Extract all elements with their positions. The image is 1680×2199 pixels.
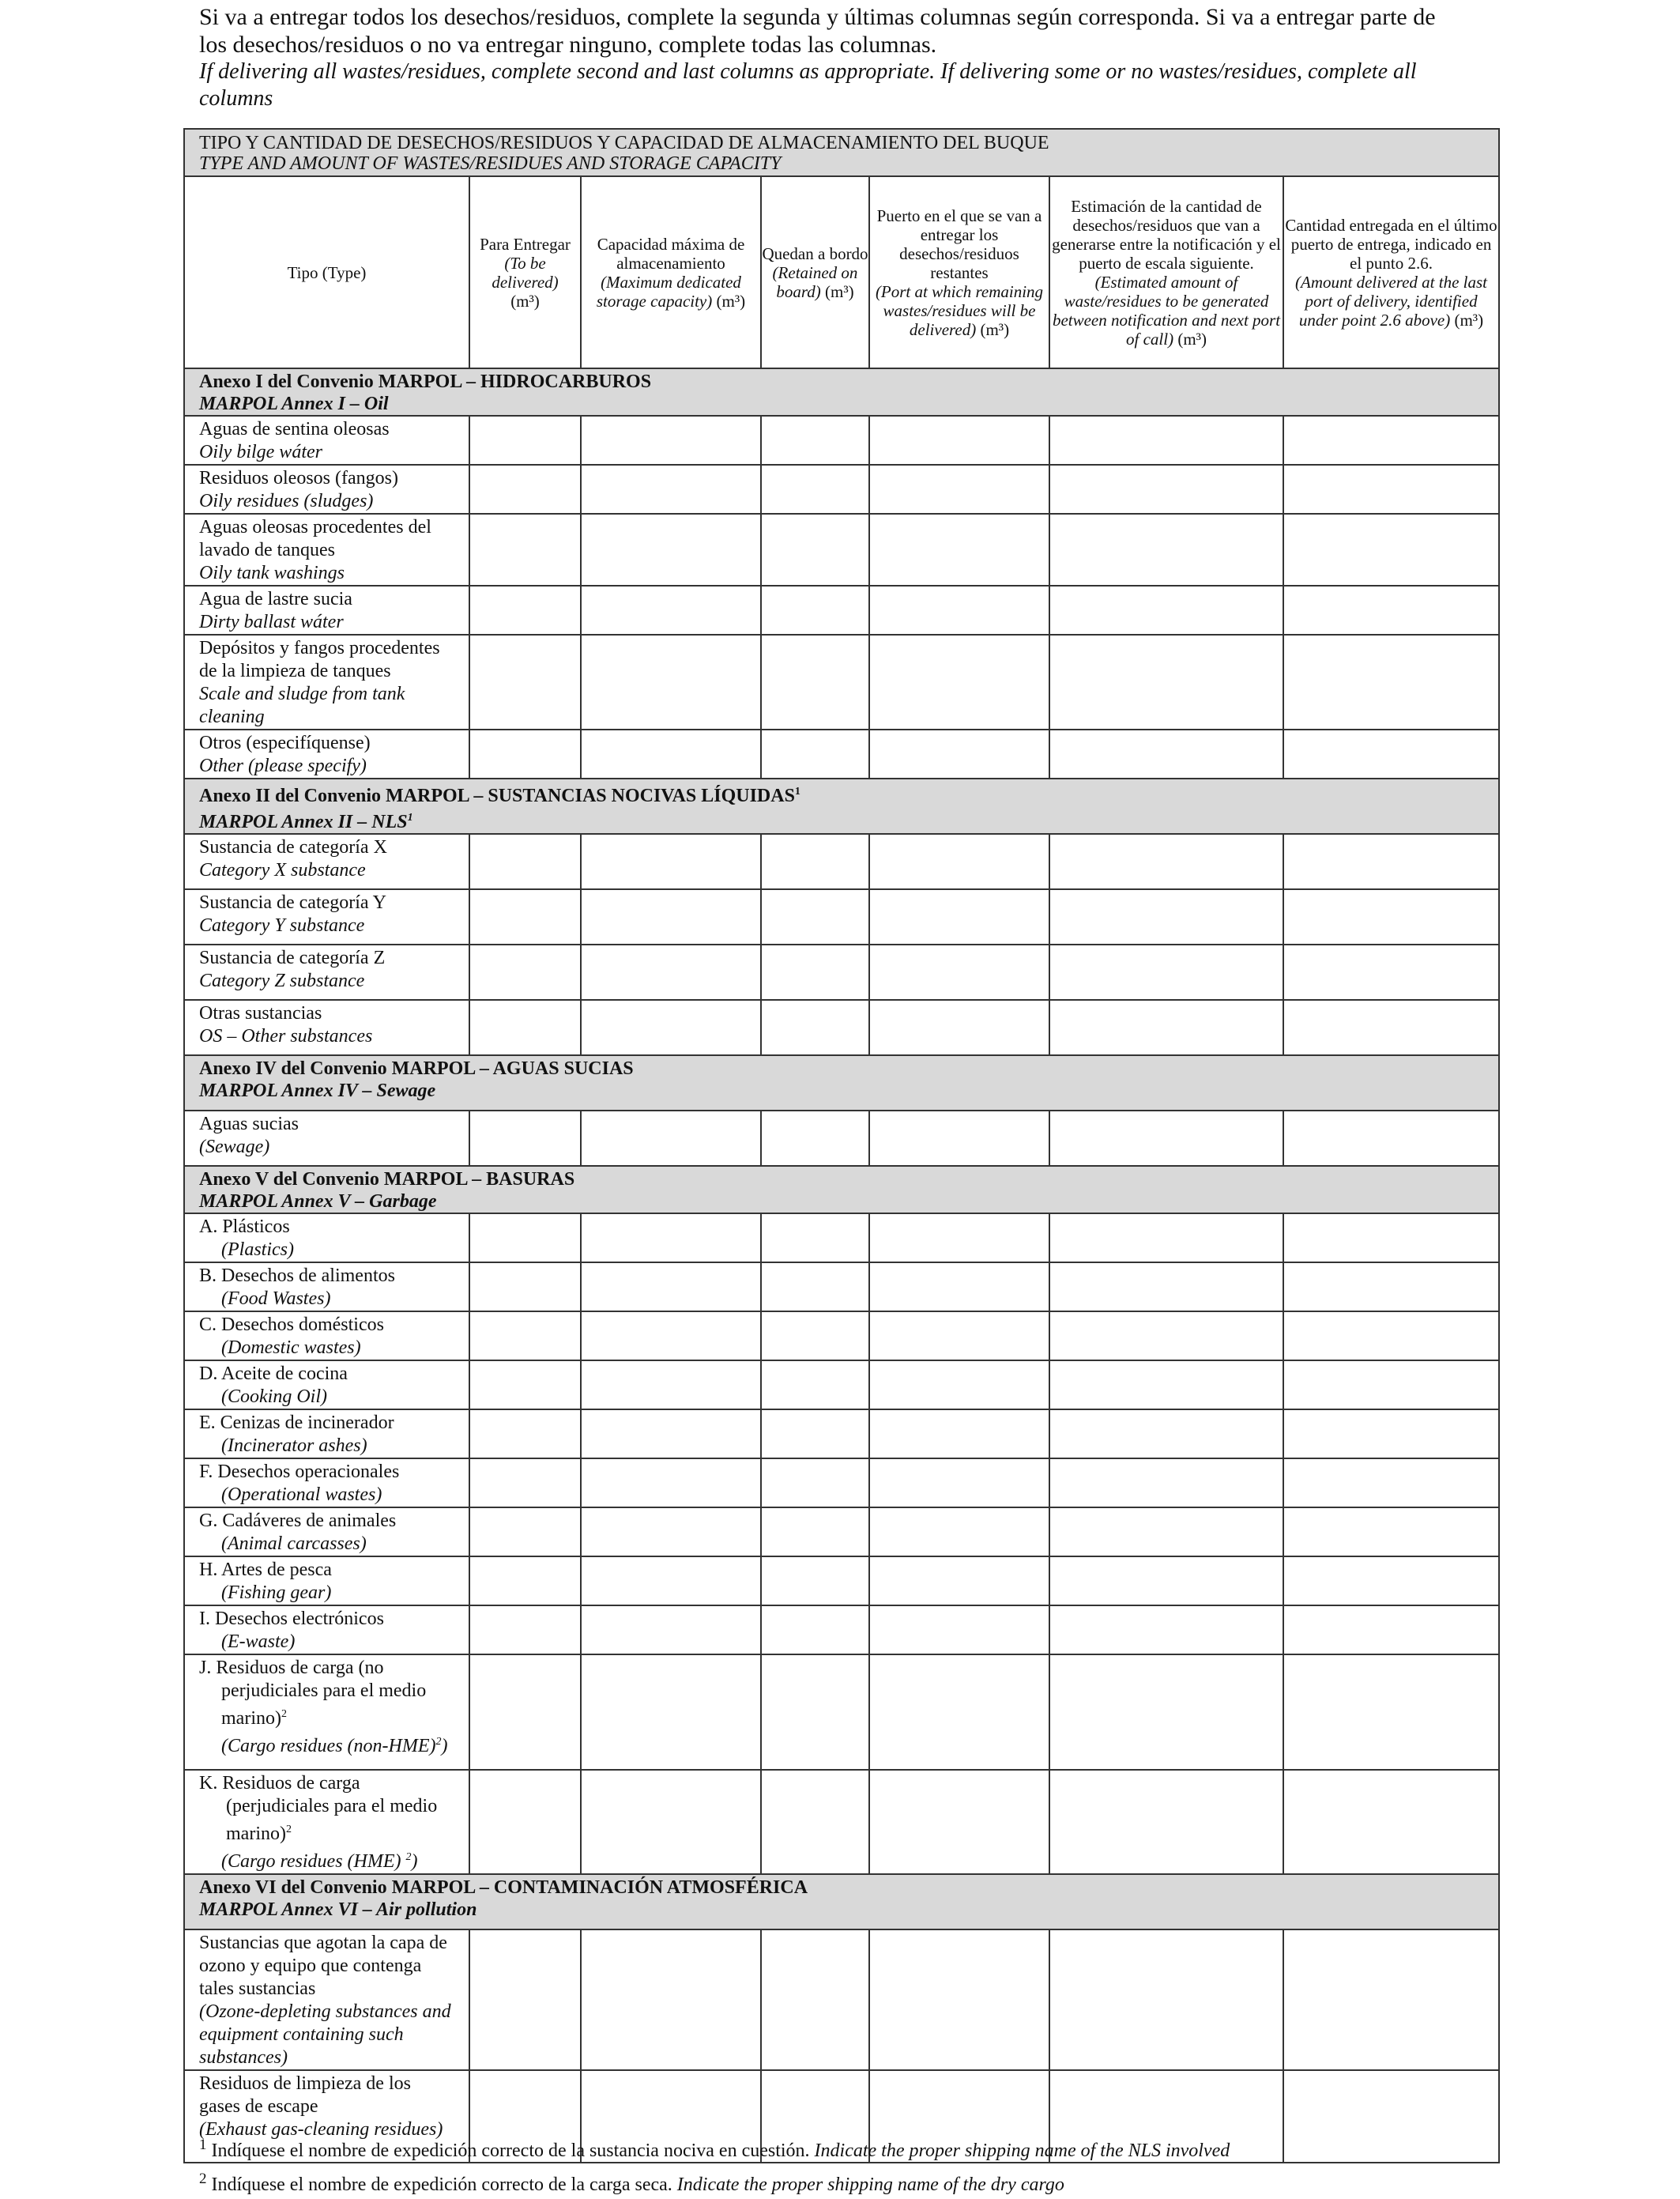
waste-type-label: J. Residuos de carga (no perjudiciales para el medio marino)$^2$ (Cargo residues $(non-HME)^2$) bbox=[184, 1654, 469, 1770]
cell-delivery-port[interactable] bbox=[869, 1000, 1049, 1055]
section-header-annex-5: Anexo V del Convenio MARPOL – BASURAS MARPOL Annex V – Garbage bbox=[184, 1166, 1499, 1213]
cell-delivery-port[interactable] bbox=[869, 945, 1049, 1000]
cell-estimated-amount[interactable] bbox=[1049, 465, 1283, 514]
cell-retained-on-board[interactable] bbox=[761, 514, 869, 586]
table-row bbox=[184, 1213, 1499, 1262]
cell-retained-on-board[interactable] bbox=[761, 945, 869, 1000]
cell-to-be-delivered[interactable] bbox=[469, 1929, 581, 2070]
instructions-english: If delivering all wastes/residues, complete second and last columns as appropriate. If delivering some or no wastes/residues, complete all columns bbox=[199, 59, 1417, 111]
cell-amount-last-port[interactable] bbox=[1283, 1409, 1499, 1458]
cell-delivery-port[interactable] bbox=[869, 1654, 1049, 1770]
cell-retained-on-board[interactable] bbox=[761, 1213, 869, 1262]
cell-amount-last-port[interactable] bbox=[1283, 1213, 1499, 1262]
table-row bbox=[184, 1770, 1499, 1874]
cell-storage-capacity[interactable] bbox=[581, 1311, 761, 1360]
cell-retained-on-board[interactable] bbox=[761, 730, 869, 779]
cell-estimated-amount[interactable] bbox=[1049, 1458, 1283, 1507]
cell-to-be-delivered[interactable] bbox=[469, 1458, 581, 1507]
cell-storage-capacity[interactable] bbox=[581, 834, 761, 889]
header-estimated-amount: Estimación de la cantidad de desechos/residuos que van a generarse entre la notificación y el puerto de escala siguiente. (Estimated amount of waste/residues to be generated between notification and next port of call) (m³) bbox=[1049, 176, 1283, 368]
cell-to-be-delivered[interactable] bbox=[469, 730, 581, 779]
waste-type-label: F. Desechos operacionales (Operational wastes) bbox=[184, 1458, 469, 1507]
cell-retained-on-board[interactable] bbox=[761, 1556, 869, 1605]
cell-storage-capacity[interactable] bbox=[581, 1111, 761, 1166]
waste-type-label: G. Cadáveres de animales (Animal carcasses) bbox=[184, 1507, 469, 1556]
cell-to-be-delivered[interactable] bbox=[469, 1111, 581, 1166]
table-row bbox=[184, 465, 1499, 514]
cell-amount-last-port[interactable] bbox=[1283, 945, 1499, 1000]
cell-amount-last-port[interactable] bbox=[1283, 834, 1499, 889]
cell-retained-on-board[interactable] bbox=[761, 416, 869, 465]
table-row bbox=[184, 635, 1499, 730]
table-row bbox=[184, 730, 1499, 779]
cell-storage-capacity[interactable] bbox=[581, 465, 761, 514]
cell-retained-on-board[interactable] bbox=[761, 1929, 869, 2070]
cell-delivery-port[interactable] bbox=[869, 1605, 1049, 1654]
cell-amount-last-port[interactable] bbox=[1283, 1458, 1499, 1507]
cell-amount-last-port[interactable] bbox=[1283, 416, 1499, 465]
cell-estimated-amount[interactable] bbox=[1049, 1409, 1283, 1458]
waste-type-label: Aguas sucias (Sewage) bbox=[184, 1111, 469, 1166]
table-row bbox=[184, 1458, 1499, 1507]
cell-estimated-amount[interactable] bbox=[1049, 514, 1283, 586]
cell-storage-capacity[interactable] bbox=[581, 1770, 761, 1874]
cell-estimated-amount[interactable] bbox=[1049, 1605, 1283, 1654]
cell-storage-capacity[interactable] bbox=[581, 1360, 761, 1409]
cell-estimated-amount[interactable] bbox=[1049, 1360, 1283, 1409]
cell-retained-on-board[interactable] bbox=[761, 635, 869, 730]
cell-delivery-port[interactable] bbox=[869, 635, 1049, 730]
cell-estimated-amount[interactable] bbox=[1049, 1770, 1283, 1874]
cell-delivery-port[interactable] bbox=[869, 1929, 1049, 2070]
waste-type-label: Sustancias que agotan la capa de ozono y equipo que contenga tales sustancias (Ozone-depleting substances and equipment containing such substances) bbox=[184, 1929, 469, 2070]
cell-amount-last-port[interactable] bbox=[1283, 1311, 1499, 1360]
cell-delivery-port[interactable] bbox=[869, 1262, 1049, 1311]
cell-estimated-amount[interactable] bbox=[1049, 1929, 1283, 2070]
waste-type-label: Residuos de limpieza de los gases de escape (Exhaust gas-cleaning residues) bbox=[184, 2070, 469, 2163]
cell-delivery-port[interactable] bbox=[869, 1213, 1049, 1262]
cell-storage-capacity[interactable] bbox=[581, 730, 761, 779]
cell-to-be-delivered[interactable] bbox=[469, 1262, 581, 1311]
cell-retained-on-board[interactable] bbox=[761, 1605, 869, 1654]
section-row-annex-5 bbox=[184, 1166, 1499, 1213]
footnote-2: $^2$ Indíquese el nombre de expedición correcto de la carga seca. Indicate the proper shipping name of the dry cargo bbox=[199, 2171, 1064, 2195]
cell-to-be-delivered[interactable] bbox=[469, 1000, 581, 1055]
cell-storage-capacity[interactable] bbox=[581, 1409, 761, 1458]
section-row-annex-4 bbox=[184, 1055, 1499, 1111]
cell-estimated-amount[interactable] bbox=[1049, 1213, 1283, 1262]
cell-to-be-delivered[interactable] bbox=[469, 1507, 581, 1556]
table-row bbox=[184, 1311, 1499, 1360]
cell-retained-on-board[interactable] bbox=[761, 1262, 869, 1311]
cell-storage-capacity[interactable] bbox=[581, 1605, 761, 1654]
cell-storage-capacity[interactable] bbox=[581, 635, 761, 730]
cell-delivery-port[interactable] bbox=[869, 1556, 1049, 1605]
cell-estimated-amount[interactable] bbox=[1049, 1311, 1283, 1360]
cell-delivery-port[interactable] bbox=[869, 514, 1049, 586]
cell-to-be-delivered[interactable] bbox=[469, 1213, 581, 1262]
cell-amount-last-port[interactable] bbox=[1283, 1556, 1499, 1605]
footnotes bbox=[199, 2131, 1543, 2199]
cell-amount-last-port[interactable] bbox=[1283, 730, 1499, 779]
cell-storage-capacity[interactable] bbox=[581, 1556, 761, 1605]
waste-table bbox=[183, 128, 1500, 2163]
cell-to-be-delivered[interactable] bbox=[469, 1654, 581, 1770]
waste-type-label: Depósitos y fangos procedentes de la limpieza de tanques Scale and sludge from tank cleaning bbox=[184, 635, 469, 730]
cell-estimated-amount[interactable] bbox=[1049, 834, 1283, 889]
cell-storage-capacity[interactable] bbox=[581, 514, 761, 586]
cell-storage-capacity[interactable] bbox=[581, 945, 761, 1000]
cell-storage-capacity[interactable] bbox=[581, 1262, 761, 1311]
waste-type-label: Otras sustancias OS – Other substances bbox=[184, 1000, 469, 1055]
cell-retained-on-board[interactable] bbox=[761, 1654, 869, 1770]
cell-amount-last-port[interactable] bbox=[1283, 1000, 1499, 1055]
cell-to-be-delivered[interactable] bbox=[469, 1311, 581, 1360]
cell-estimated-amount[interactable] bbox=[1049, 635, 1283, 730]
cell-delivery-port[interactable] bbox=[869, 730, 1049, 779]
cell-to-be-delivered[interactable] bbox=[469, 1360, 581, 1409]
waste-type-label: Sustancia de categoría X Category X substance bbox=[184, 834, 469, 889]
section-row-annex-2 bbox=[184, 779, 1499, 834]
cell-delivery-port[interactable] bbox=[869, 586, 1049, 635]
cell-amount-last-port[interactable] bbox=[1283, 586, 1499, 635]
cell-delivery-port[interactable] bbox=[869, 465, 1049, 514]
cell-amount-last-port[interactable] bbox=[1283, 514, 1499, 586]
cell-storage-capacity[interactable] bbox=[581, 1654, 761, 1770]
cell-estimated-amount[interactable] bbox=[1049, 945, 1283, 1000]
header-delivery-port: Puerto en el que se van a entregar los desechos/residuos restantes (Port at which remaining wastes/residues will be delivered) (m³) bbox=[869, 176, 1049, 368]
cell-storage-capacity[interactable] bbox=[581, 1507, 761, 1556]
section-row-annex-1 bbox=[184, 368, 1499, 416]
footnote-1: $^1$ Indíquese el nombre de expedición correcto de la sustancia nociva en cuestión. Indicate the proper shipping name of the NLS involved bbox=[199, 2137, 1230, 2161]
cell-amount-last-port[interactable] bbox=[1283, 1111, 1499, 1166]
waste-type-label: D. Aceite de cocina (Cooking Oil) bbox=[184, 1360, 469, 1409]
cell-retained-on-board[interactable] bbox=[761, 834, 869, 889]
cell-amount-last-port[interactable] bbox=[1283, 465, 1499, 514]
cell-amount-last-port[interactable] bbox=[1283, 1654, 1499, 1770]
cell-retained-on-board[interactable] bbox=[761, 465, 869, 514]
section-row-annex-6 bbox=[184, 1874, 1499, 1929]
table-row bbox=[184, 1654, 1499, 1770]
cell-delivery-port[interactable] bbox=[869, 1507, 1049, 1556]
cell-delivery-port[interactable] bbox=[869, 834, 1049, 889]
cell-delivery-port[interactable] bbox=[869, 889, 1049, 945]
table-title-row bbox=[184, 129, 1499, 176]
cell-amount-last-port[interactable] bbox=[1283, 1360, 1499, 1409]
cell-to-be-delivered[interactable] bbox=[469, 635, 581, 730]
cell-estimated-amount[interactable] bbox=[1049, 586, 1283, 635]
cell-retained-on-board[interactable] bbox=[761, 889, 869, 945]
cell-amount-last-port[interactable] bbox=[1283, 1929, 1499, 2070]
cell-retained-on-board[interactable] bbox=[761, 1000, 869, 1055]
header-retained-on-board: Quedan a bordo (Retained on board) (m³) bbox=[761, 176, 869, 368]
table-row bbox=[184, 1409, 1499, 1458]
cell-retained-on-board[interactable] bbox=[761, 1311, 869, 1360]
cell-to-be-delivered[interactable] bbox=[469, 1770, 581, 1874]
cell-amount-last-port[interactable] bbox=[1283, 889, 1499, 945]
cell-to-be-delivered[interactable] bbox=[469, 834, 581, 889]
cell-retained-on-board[interactable] bbox=[761, 1409, 869, 1458]
table-row bbox=[184, 834, 1499, 889]
cell-amount-last-port[interactable] bbox=[1283, 635, 1499, 730]
cell-retained-on-board[interactable] bbox=[761, 586, 869, 635]
cell-delivery-port[interactable] bbox=[869, 1458, 1049, 1507]
column-header-row bbox=[184, 176, 1499, 368]
table-row bbox=[184, 1111, 1499, 1166]
cell-estimated-amount[interactable] bbox=[1049, 1262, 1283, 1311]
cell-delivery-port[interactable] bbox=[869, 1360, 1049, 1409]
table-row bbox=[184, 889, 1499, 945]
waste-type-label: E. Cenizas de incinerador (Incinerator ashes) bbox=[184, 1409, 469, 1458]
cell-amount-last-port[interactable] bbox=[1283, 1262, 1499, 1311]
cell-storage-capacity[interactable] bbox=[581, 1929, 761, 2070]
cell-amount-last-port[interactable] bbox=[1283, 1605, 1499, 1654]
cell-retained-on-board[interactable] bbox=[761, 1770, 869, 1874]
cell-storage-capacity[interactable] bbox=[581, 1458, 761, 1507]
cell-delivery-port[interactable] bbox=[869, 1311, 1049, 1360]
table-title-spanish: TIPO Y CANTIDAD DE DESECHOS/RESIDUOS Y CAPACIDAD DE ALMACENAMIENTO DEL BUQUE bbox=[199, 133, 1049, 153]
section-header-annex-1: Anexo I del Convenio MARPOL – HIDROCARBUROS MARPOL Annex I – Oil bbox=[184, 368, 1499, 416]
header-amount-last-port: Cantidad entregada en el último puerto de entrega, indicado en el punto 2.6. (Amount delivered at the last port of delivery, identified under point 2.6 above) (m³) bbox=[1283, 176, 1499, 368]
waste-type-label: Sustancia de categoría Y Category Y substance bbox=[184, 889, 469, 945]
section-header-annex-4: Anexo IV del Convenio MARPOL – AGUAS SUCIAS MARPOL Annex IV – Sewage bbox=[184, 1055, 1499, 1111]
waste-type-label: Sustancia de categoría Z Category Z substance bbox=[184, 945, 469, 1000]
table-title-english: TYPE AND AMOUNT OF WASTES/RESIDUES AND STORAGE CAPACITY bbox=[199, 153, 782, 174]
waste-type-label: Aguas de sentina oleosas Oily bilge wáter bbox=[184, 416, 469, 465]
table-row bbox=[184, 1605, 1499, 1654]
section-header-annex-2: Anexo II del Convenio MARPOL – SUSTANCIAS NOCIVAS LÍQUIDAS$^1$ MARPOL Annex II – NLS$^1$ bbox=[184, 779, 1499, 834]
cell-amount-last-port[interactable] bbox=[1283, 1507, 1499, 1556]
waste-type-label: Aguas oleosas procedentes del lavado de tanques Oily tank washings bbox=[184, 514, 469, 586]
waste-type-label: I. Desechos electrónicos (E-waste) bbox=[184, 1605, 469, 1654]
cell-to-be-delivered[interactable] bbox=[469, 945, 581, 1000]
cell-delivery-port[interactable] bbox=[869, 1409, 1049, 1458]
cell-storage-capacity[interactable] bbox=[581, 1213, 761, 1262]
table-row bbox=[184, 1929, 1499, 2070]
waste-type-label: Otros (especifíquense) Other (please specify) bbox=[184, 730, 469, 779]
waste-type-label: K. Residuos de carga (perjudiciales para el medio marino)$^2$ (Cargo residues (HME) $^2$) bbox=[184, 1770, 469, 1874]
table-row bbox=[184, 1556, 1499, 1605]
cell-estimated-amount[interactable] bbox=[1049, 1654, 1283, 1770]
cell-to-be-delivered[interactable] bbox=[469, 889, 581, 945]
table-row bbox=[184, 1000, 1499, 1055]
instructions bbox=[199, 3, 1463, 112]
waste-type-label: Agua de lastre sucia Dirty ballast wáter bbox=[184, 586, 469, 635]
waste-type-label: C. Desechos domésticos (Domestic wastes) bbox=[184, 1311, 469, 1360]
header-to-be-delivered: Para Entregar (To be delivered) (m³) bbox=[469, 176, 581, 368]
cell-estimated-amount[interactable] bbox=[1049, 889, 1283, 945]
cell-estimated-amount[interactable] bbox=[1049, 1556, 1283, 1605]
header-storage-capacity: Capacidad máxima de almacenamiento (Maximum dedicated storage capacity) (m³) bbox=[581, 176, 761, 368]
cell-delivery-port[interactable] bbox=[869, 1111, 1049, 1166]
cell-to-be-delivered[interactable] bbox=[469, 514, 581, 586]
cell-to-be-delivered[interactable] bbox=[469, 1409, 581, 1458]
table-title bbox=[184, 129, 1499, 176]
cell-amount-last-port[interactable] bbox=[1283, 1770, 1499, 1874]
cell-storage-capacity[interactable] bbox=[581, 889, 761, 945]
waste-type-label: Residuos oleosos (fangos) Oily residues (sludges) bbox=[184, 465, 469, 514]
cell-estimated-amount[interactable] bbox=[1049, 1111, 1283, 1166]
waste-type-label: B. Desechos de alimentos (Food Wastes) bbox=[184, 1262, 469, 1311]
section-header-annex-6: Anexo VI del Convenio MARPOL – CONTAMINACIÓN ATMOSFÉRICA MARPOL Annex VI – Air pollution bbox=[184, 1874, 1499, 1929]
cell-estimated-amount[interactable] bbox=[1049, 1507, 1283, 1556]
cell-retained-on-board[interactable] bbox=[761, 1360, 869, 1409]
cell-estimated-amount[interactable] bbox=[1049, 416, 1283, 465]
table-row bbox=[184, 1507, 1499, 1556]
cell-storage-capacity[interactable] bbox=[581, 416, 761, 465]
cell-storage-capacity[interactable] bbox=[581, 586, 761, 635]
header-type: Tipo (Type) bbox=[184, 176, 469, 368]
table-row bbox=[184, 514, 1499, 586]
table-row bbox=[184, 945, 1499, 1000]
waste-type-label: H. Artes de pesca (Fishing gear) bbox=[184, 1556, 469, 1605]
cell-storage-capacity[interactable] bbox=[581, 1000, 761, 1055]
cell-retained-on-board[interactable] bbox=[761, 1507, 869, 1556]
waste-type-label: A. Plásticos (Plastics) bbox=[184, 1213, 469, 1262]
cell-estimated-amount[interactable] bbox=[1049, 1000, 1283, 1055]
instructions-spanish: Si va a entregar todos los desechos/residuos, complete la segunda y últimas columnas según corresponda. Si va a entregar parte de los desechos/residuos o no va entregar ninguno, complete todas las columnas. bbox=[199, 4, 1436, 58]
cell-retained-on-board[interactable] bbox=[761, 1458, 869, 1507]
cell-delivery-port[interactable] bbox=[869, 416, 1049, 465]
table-row bbox=[184, 1262, 1499, 1311]
cell-to-be-delivered[interactable] bbox=[469, 465, 581, 514]
cell-retained-on-board[interactable] bbox=[761, 1111, 869, 1166]
table-row bbox=[184, 586, 1499, 635]
cell-to-be-delivered[interactable] bbox=[469, 1556, 581, 1605]
cell-estimated-amount[interactable] bbox=[1049, 730, 1283, 779]
table-row bbox=[184, 416, 1499, 465]
cell-to-be-delivered[interactable] bbox=[469, 586, 581, 635]
cell-to-be-delivered[interactable] bbox=[469, 416, 581, 465]
cell-to-be-delivered[interactable] bbox=[469, 1605, 581, 1654]
table-row bbox=[184, 1360, 1499, 1409]
cell-delivery-port[interactable] bbox=[869, 1770, 1049, 1874]
